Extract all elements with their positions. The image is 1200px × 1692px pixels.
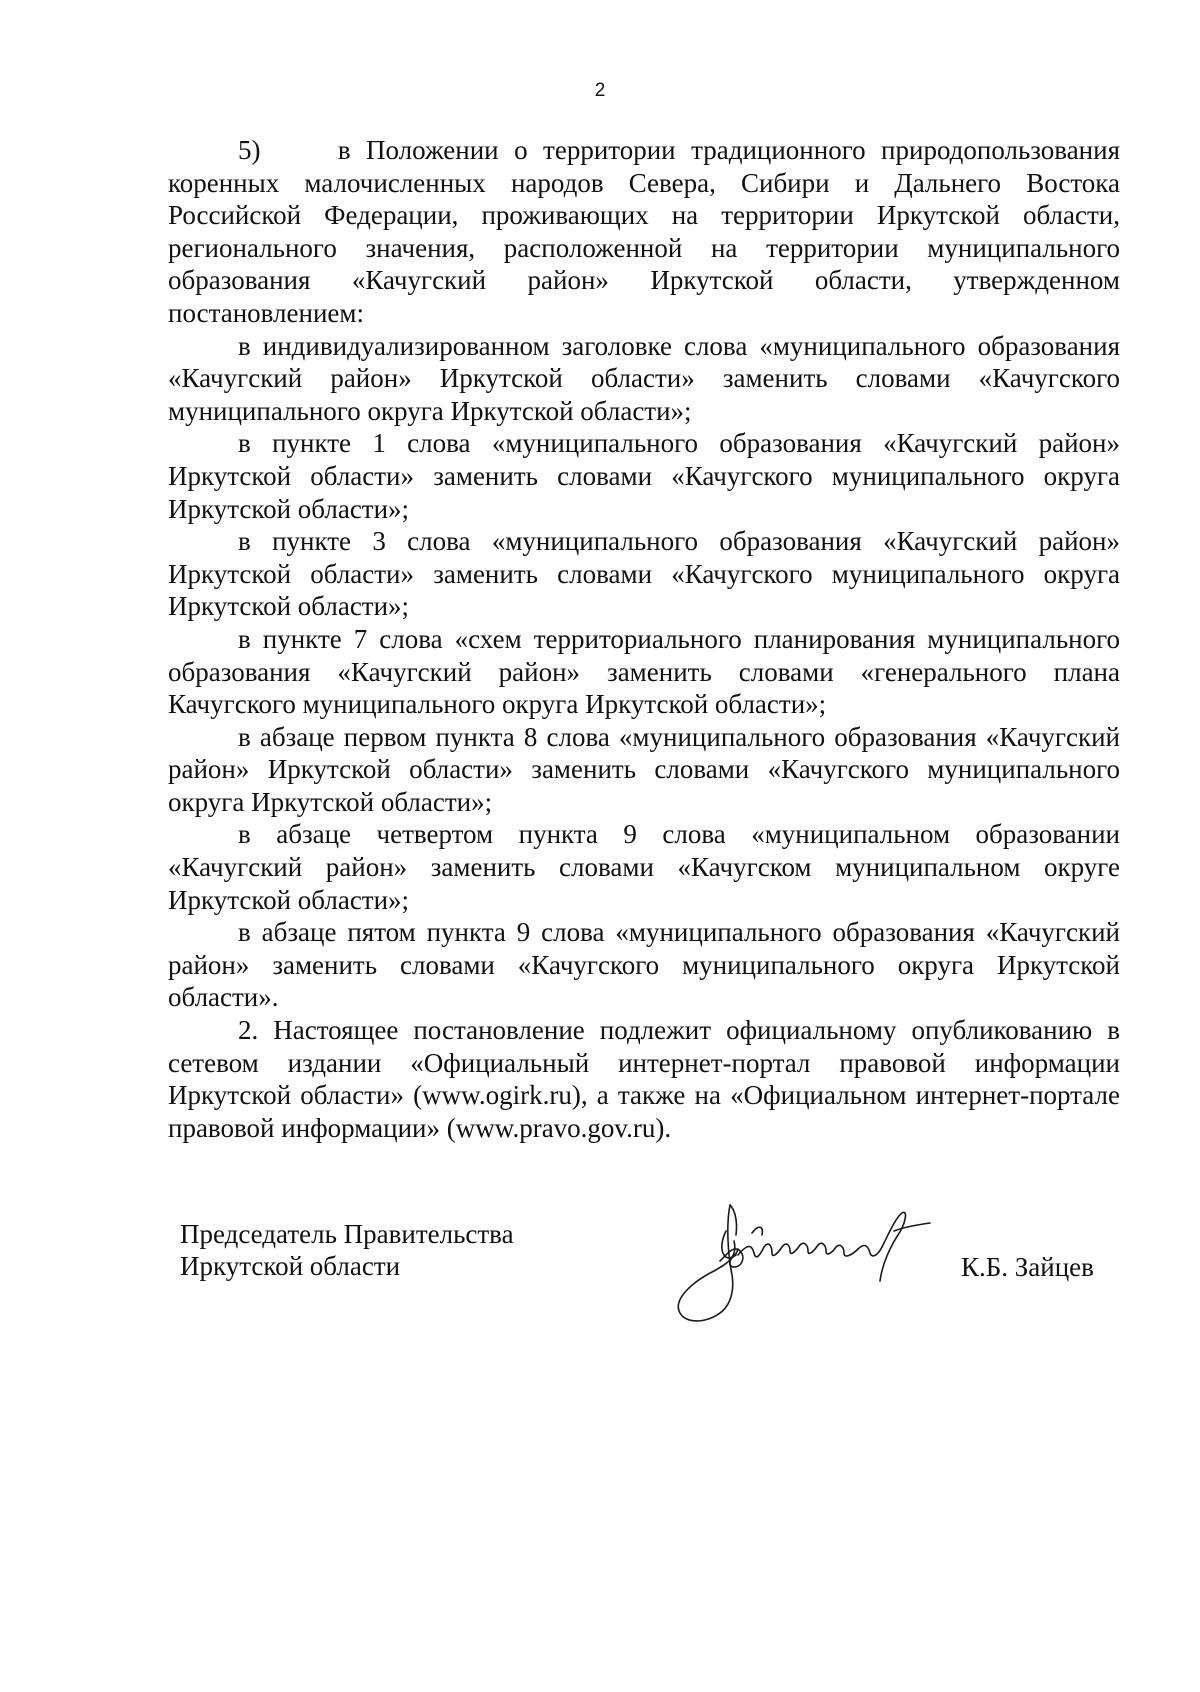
page-number: 2 <box>594 80 606 101</box>
signatory-position-line-2: Иркутской области <box>180 1251 401 1281</box>
paragraph-point-8-amendment: в абзаце первом пункта 8 слова «муниципального образования «Качугский район» Иркутской области» заменить словами «Качугского муниципального округа Иркутской области»; <box>168 721 1120 817</box>
paragraph-title-amendment: в индивидуализированном заголовке слова «муниципального образования «Качугский район» Иркутской области» заменить словами «Качугского муниципального округа Иркутской области»; <box>168 330 1120 426</box>
paragraph-point-9-para-5-amendment: в абзаце пятом пункта 9 слова «муниципального образования «Качугский район» заменить словами «Качугского муниципального округа Иркутской области». <box>168 917 1120 1013</box>
paragraph-point-7-amendment: в пункте 7 слова «схем территориального планирования муниципального образования «Качугский район» заменить словами «генерального плана Качугского муниципального округа Иркутской области»; <box>168 623 1120 720</box>
paragraph-publication: 2. Настоящее постановление подлежит официальному опубликованию в сетевом издании «Официальный интернет-портал правовой информации Иркутской области» (www.ogirk.ru), а также на «Официальном интернет-портале правовой информации» (www.pravo.gov.ru). <box>168 1015 1120 1143</box>
signatory-position-line-1: Председатель Правительства <box>180 1219 514 1249</box>
document-body <box>168 134 1120 1144</box>
paragraph-point-9-para-4-amendment: в абзаце четвертом пункта 9 слова «муниципальном образовании «Качугский район» заменить словами «Качугском муниципальном округе Иркутской области»; <box>168 819 1120 915</box>
paragraph-item-5: 5) в Положении о территории традиционного природопользования коренных малочисленных народов Севера, Сибири и Дальнего Востока Российской Федерации, проживающих на территории Иркутской области, регионального значения, расположенной на территории муниципального образования «Качугский район» Иркутской области, утвержденном постановлением: <box>168 135 1120 328</box>
handwritten-signature <box>668 1195 968 1345</box>
paragraph-point-3-amendment: в пункте 3 слова «муниципального образования «Качугский район» Иркутской области» заменить словами «Качугского муниципального округа Иркутской области»; <box>168 526 1120 622</box>
signer-name: К.Б. Зайцев <box>961 1252 1094 1282</box>
signatory-position <box>180 1218 514 1282</box>
paragraph-point-1-amendment: в пункте 1 слова «муниципального образования «Качугский район» Иркутской области» заменить словами «Качугского муниципального округа Иркутской области»; <box>168 428 1120 524</box>
